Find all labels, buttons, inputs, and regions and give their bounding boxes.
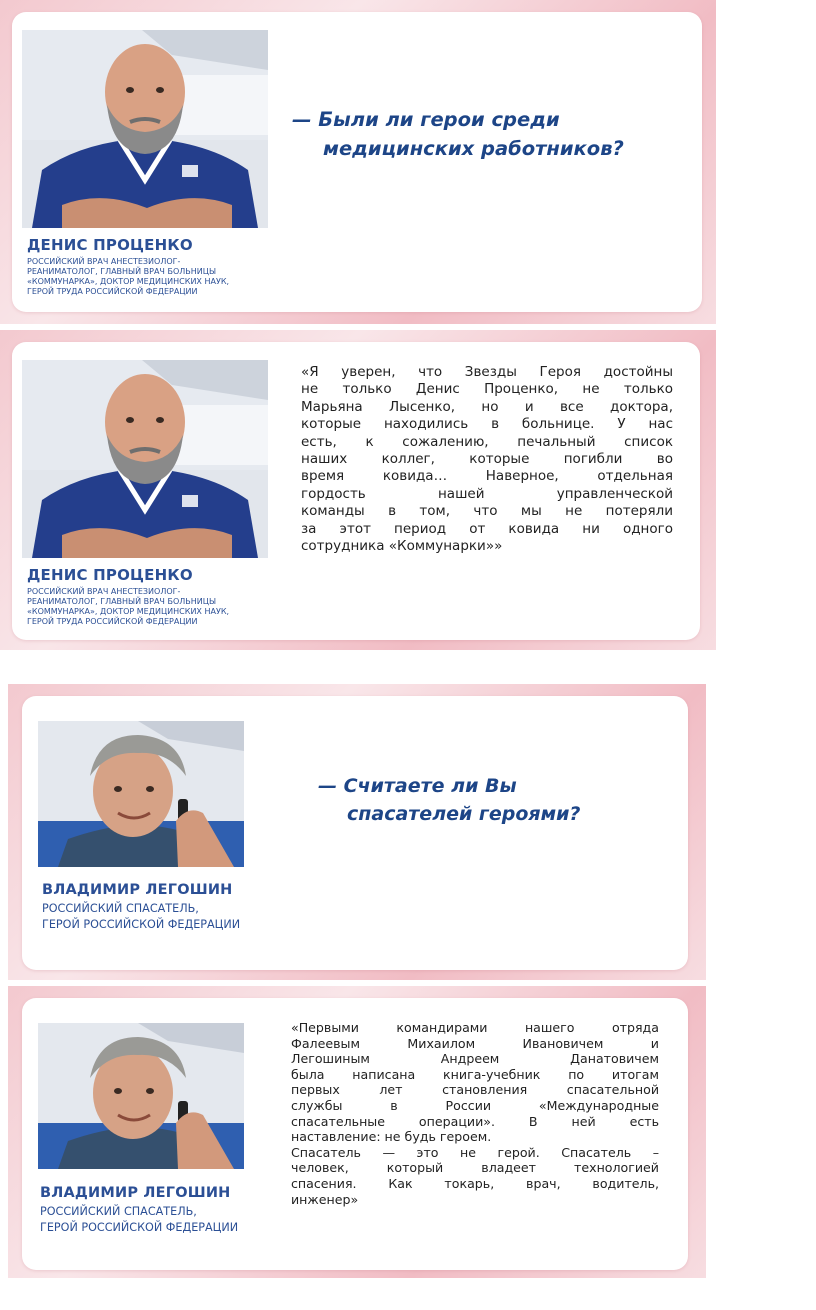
quote-line: человек, который владеет технологией (291, 1160, 659, 1176)
description-line: ГЕРОЙ ТРУДА РОССИЙСКОЙ ФЕДЕРАЦИИ (27, 287, 198, 296)
person-description (27, 257, 229, 297)
description-line: РОССИЙСКИЙ ВРАЧ АНЕСТЕЗИОЛОГ- (27, 257, 181, 266)
quote-line: за этот период от ковида ни одного (301, 520, 673, 537)
description-line: РОССИЙСКИЙ СПАСАТЕЛЬ, (40, 1205, 197, 1218)
quote-line: команды в том, что мы не потеряли (301, 503, 673, 520)
quote-line: Фалеевым Михаилом Ивановичем и (291, 1035, 659, 1051)
quote-text (291, 1020, 659, 1207)
quote-line: была написана книга-учебник по итогам (291, 1066, 659, 1082)
description-line: ГЕРОЙ РОССИЙСКОЙ ФЕДЕРАЦИИ (40, 1221, 239, 1234)
portrait-photo (22, 30, 268, 228)
interview-question (318, 772, 580, 828)
slide-3 (8, 684, 706, 980)
portrait-photo (38, 721, 244, 867)
quote-line: которые находились в больнице. У нас (301, 416, 673, 433)
question-line: — Были ли герои среди (292, 108, 560, 131)
quote-line: «Первыми командирами нашего отряда (291, 1020, 659, 1035)
quote-line: сотрудника «Коммунарки»» (301, 538, 503, 555)
description-line: «КОММУНАРКА», ДОКТОР МЕДИЦИНСКИХ НАУК, (27, 277, 230, 286)
quote-text (301, 364, 673, 555)
question-line: медицинских работников? (323, 137, 624, 160)
quote-line: время ковида… Наверное, отдельная (301, 468, 673, 485)
description-line: РОССИЙСКИЙ СПАСАТЕЛЬ, (42, 902, 199, 915)
person-description (42, 901, 240, 933)
description-line: ГЕРОЙ ТРУДА РОССИЙСКОЙ ФЕДЕРАЦИИ (27, 617, 198, 626)
description-line: РЕАНИМАТОЛОГ, ГЛАВНЫЙ ВРАЧ БОЛЬНИЦЫ (27, 267, 217, 276)
portrait-photo (22, 360, 268, 558)
quote-line: «Я уверен, что Звезды Героя достойны (301, 364, 673, 380)
person-description (27, 587, 229, 627)
quote-line: есть, к сожалению, печальный список (301, 433, 673, 450)
description-line: ГЕРОЙ РОССИЙСКОЙ ФЕДЕРАЦИИ (42, 918, 241, 931)
quote-line: инженер» (291, 1191, 359, 1207)
quote-line: первых лет становления спасательной (291, 1082, 659, 1098)
person-name: ДЕНИС ПРОЦЕНКО (27, 236, 193, 254)
quote-line: гордость нашей управленческой (301, 485, 673, 502)
quote-line: спасения. Как токарь, врач, водитель, (291, 1175, 659, 1191)
quote-line: не только Денис Проценко, не только (301, 381, 673, 398)
quote-line: наставление: не будь героем. (291, 1129, 492, 1145)
quote-line: службы в России «Международные (291, 1097, 659, 1113)
person-name: ВЛАДИМИР ЛЕГОШИН (40, 1185, 231, 1201)
question-line: — Считаете ли Вы (318, 775, 517, 797)
quote-line: Легошиным Андреем Данатовичем (291, 1051, 659, 1067)
portrait-photo (38, 1023, 244, 1169)
slide-4 (8, 986, 706, 1278)
question-line: спасателей героями? (347, 803, 581, 825)
slide-1 (0, 0, 716, 324)
slide-2 (0, 330, 716, 650)
quote-line: Марьяна Лысенко, но и все доктора, (301, 398, 673, 415)
description-line: РОССИЙСКИЙ ВРАЧ АНЕСТЕЗИОЛОГ- (27, 587, 181, 596)
quote-line: спасательные операции». В ней есть (291, 1113, 659, 1129)
quote-line: наших коллег, которые погибли во (301, 451, 673, 468)
person-name: ВЛАДИМИР ЛЕГОШИН (42, 882, 233, 898)
description-line: «КОММУНАРКА», ДОКТОР МЕДИЦИНСКИХ НАУК, (27, 607, 230, 616)
person-description (40, 1204, 238, 1236)
interview-question (292, 105, 624, 163)
quote-line: Спасатель — это не герой. Спасатель – (291, 1144, 659, 1160)
description-line: РЕАНИМАТОЛОГ, ГЛАВНЫЙ ВРАЧ БОЛЬНИЦЫ (27, 597, 217, 606)
person-name: ДЕНИС ПРОЦЕНКО (27, 566, 193, 584)
